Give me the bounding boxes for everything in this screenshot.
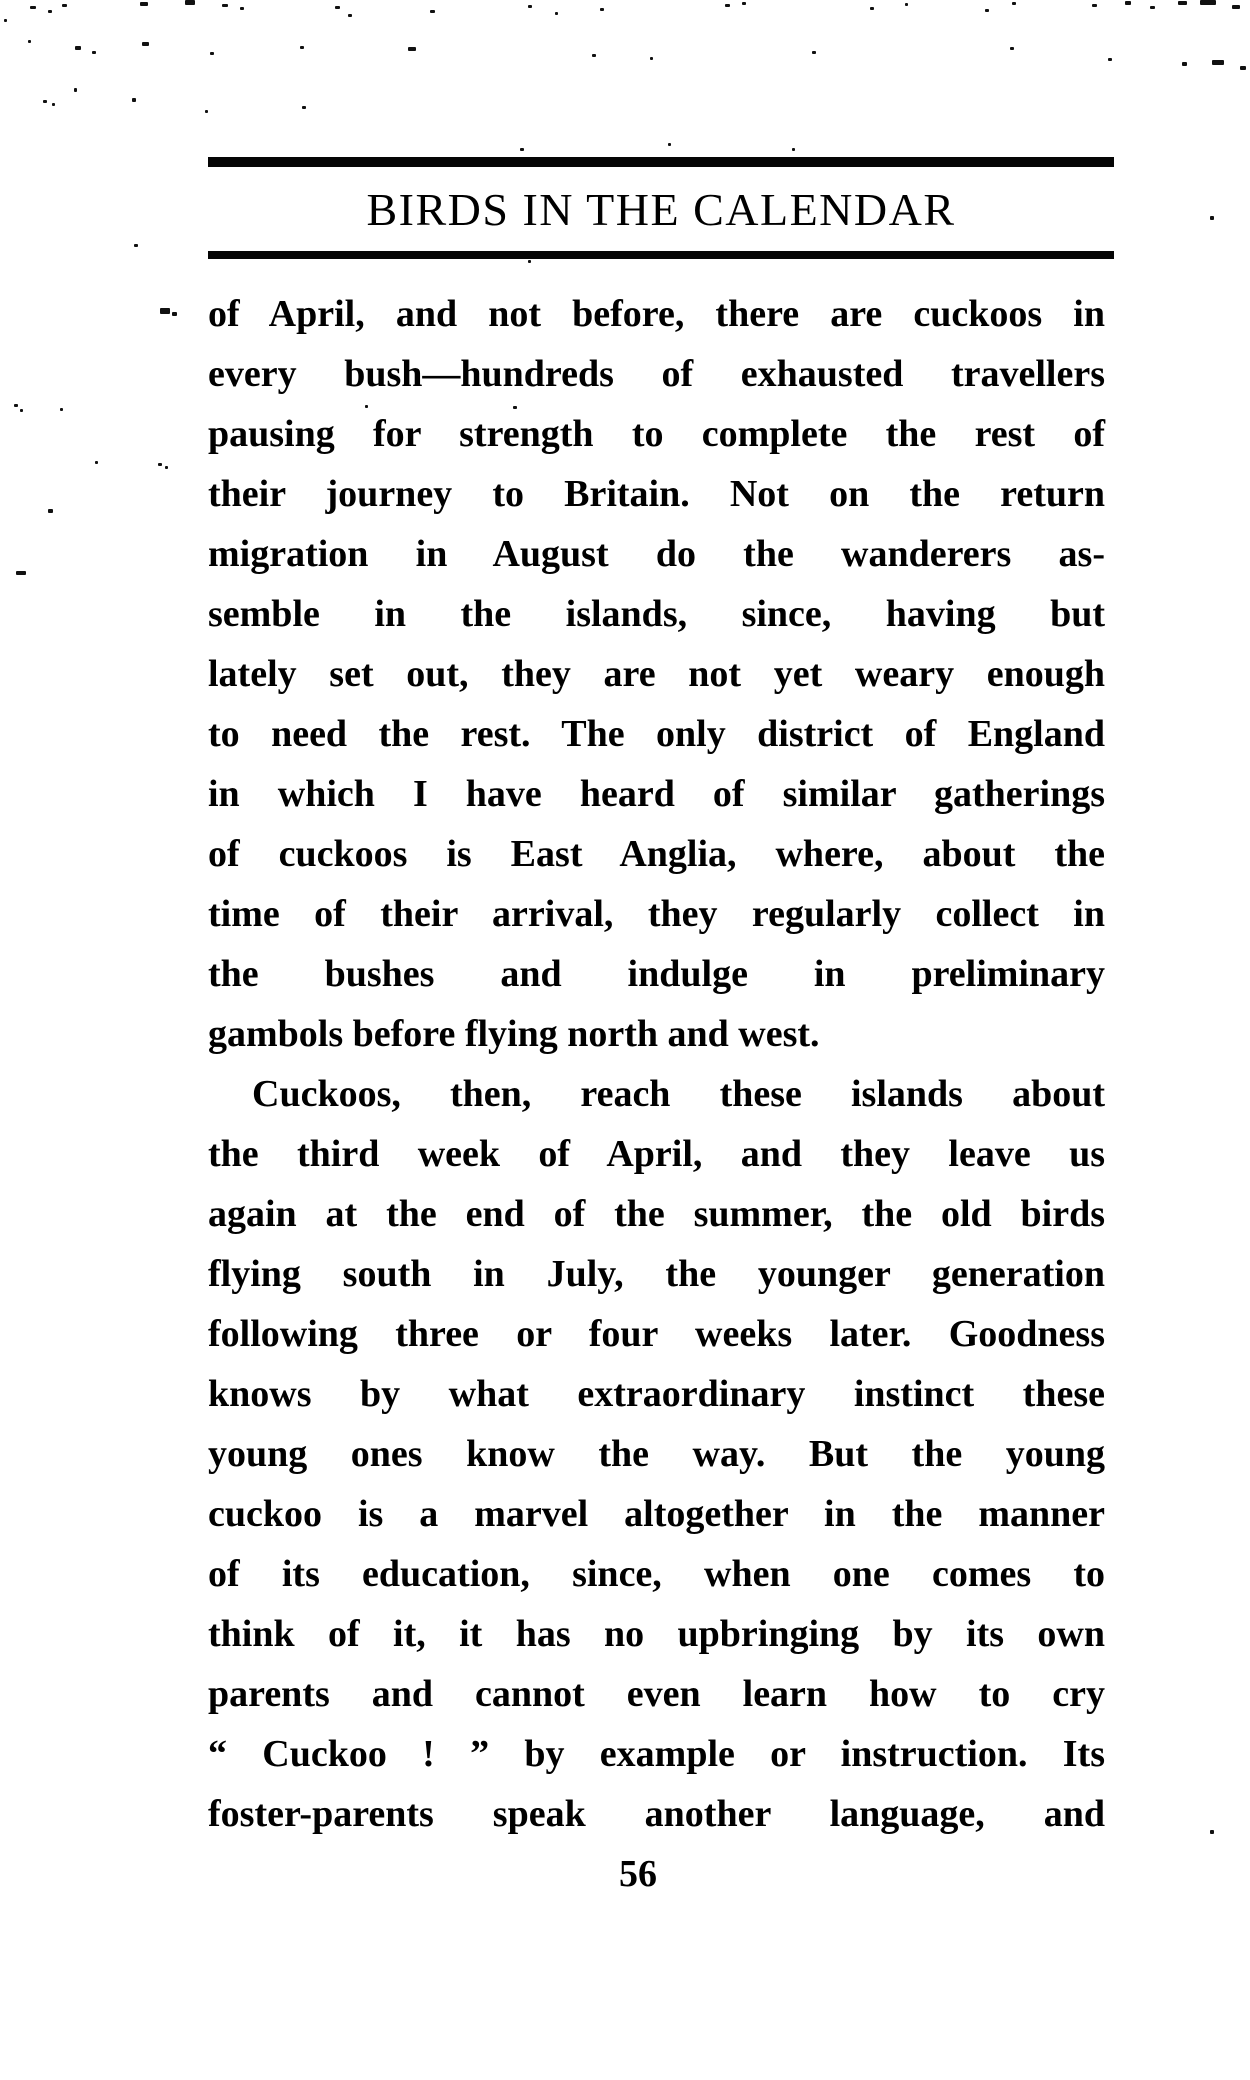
scan-speck [1108, 58, 1112, 61]
scan-speck [52, 103, 55, 106]
scan-speck [75, 46, 81, 50]
scan-speck [142, 42, 149, 46]
scan-speck [240, 7, 244, 10]
scan-speck [1150, 6, 1155, 9]
scan-speck [1125, 1, 1131, 5]
scan-speck [348, 14, 352, 17]
scan-speck [1178, 1, 1187, 5]
page-header-title: BIRDS IN THE CALENDAR [366, 184, 956, 235]
text-line: flying south in July, the younger generation [208, 1253, 1105, 1295]
scan-speck [1182, 62, 1187, 66]
scan-speck [870, 7, 874, 10]
scan-speck [43, 100, 47, 103]
text-line: their journey to Britain. Not on the return [208, 473, 1105, 515]
text-line: semble in the islands, since, having but [208, 593, 1105, 635]
scan-speck [555, 12, 558, 15]
header-rule-top [208, 157, 1114, 167]
body-text [208, 284, 1105, 1844]
scan-speck [158, 463, 162, 466]
scan-speck [1210, 1830, 1214, 1834]
scan-speck [14, 404, 18, 407]
scan-speck [408, 47, 416, 51]
scan-speck [905, 3, 908, 6]
scan-speck [48, 509, 53, 513]
scan-speck [1200, 0, 1216, 5]
scan-speck [592, 54, 596, 57]
scan-speck [132, 98, 136, 102]
scan-speck [74, 88, 77, 92]
text-line: lately set out, they are not yet weary enough [208, 653, 1105, 695]
page-number: 56 [619, 1853, 657, 1895]
text-line: parents and cannot even learn how to cry [208, 1673, 1105, 1715]
header-rule-bottom [208, 251, 1114, 259]
scan-speck [300, 46, 304, 49]
scan-speck [140, 2, 148, 6]
text-line: every bush—hundreds of exhausted travellers [208, 353, 1105, 395]
text-line: time of their arrival, they regularly collect in [208, 893, 1105, 935]
scan-speck [528, 260, 531, 263]
scan-speck [520, 148, 524, 151]
text-line: Cuckoos, then, reach these islands about [252, 1073, 1105, 1115]
scan-speck [95, 461, 98, 464]
scan-speck [1210, 216, 1214, 220]
scan-speck [430, 10, 435, 13]
scan-speck [600, 8, 604, 11]
scan-speck [1240, 66, 1246, 70]
scan-speck [160, 308, 170, 314]
scan-speck [1092, 4, 1097, 7]
text-line: of April, and not before, there are cuckoos in [208, 293, 1105, 335]
scan-speck [812, 51, 816, 54]
text-line: of cuckoos is East Anglia, where, about the [208, 833, 1105, 875]
text-line: young ones know the way. But the young [208, 1433, 1105, 1475]
text-line: to need the rest. The only district of England [208, 713, 1105, 755]
scan-speck [30, 6, 36, 9]
scan-speck [185, 0, 195, 5]
scan-speck [28, 40, 31, 43]
text-line: migration in August do the wanderers as- [208, 533, 1105, 575]
scan-speck [1010, 47, 1014, 50]
scan-speck [335, 6, 340, 9]
text-line: in which I have heard of similar gatherings [208, 773, 1105, 815]
scan-speck [134, 244, 138, 247]
text-line: again at the end of the summer, the old birds [208, 1193, 1105, 1235]
text-line: “ Cuckoo ! ” by example or instruction. Its [208, 1733, 1105, 1775]
text-line: following three or four weeks later. Goodness [208, 1313, 1105, 1355]
scan-speck [1212, 60, 1224, 65]
scan-speck [48, 10, 52, 13]
scan-speck [20, 409, 23, 412]
text-line: the third week of April, and they leave us [208, 1133, 1105, 1175]
text-line: of its education, since, when one comes to [208, 1553, 1105, 1595]
scan-speck [210, 52, 214, 55]
scan-speck [205, 110, 208, 113]
scan-speck [1012, 2, 1016, 5]
scan-speck [172, 312, 177, 316]
text-line: knows by what extraordinary instinct these [208, 1373, 1105, 1415]
scan-speck [1232, 5, 1240, 9]
text-line: cuckoo is a marvel altogether in the manner [208, 1493, 1105, 1535]
scan-speck [165, 466, 168, 469]
text-line: foster-parents speak another language, and [208, 1793, 1105, 1835]
scan-speck [92, 51, 96, 54]
scan-speck [222, 4, 228, 7]
scan-speck [725, 4, 730, 7]
text-line: gambols before flying north and west. [208, 1013, 820, 1055]
scan-speck [302, 106, 306, 109]
scan-speck [528, 5, 532, 8]
scan-speck [985, 9, 989, 12]
scan-speck [16, 571, 26, 575]
scan-speck [62, 4, 67, 7]
text-line: think of it, it has no upbringing by its own [208, 1613, 1105, 1655]
scan-speck [668, 143, 671, 146]
text-line: the bushes and indulge in preliminary [208, 953, 1105, 995]
scan-speck [4, 19, 7, 22]
scan-speck [792, 148, 795, 151]
text-line: pausing for strength to complete the rest of [208, 413, 1105, 455]
scan-speck [742, 2, 746, 5]
scan-speck [60, 408, 63, 411]
scan-speck [650, 57, 653, 60]
